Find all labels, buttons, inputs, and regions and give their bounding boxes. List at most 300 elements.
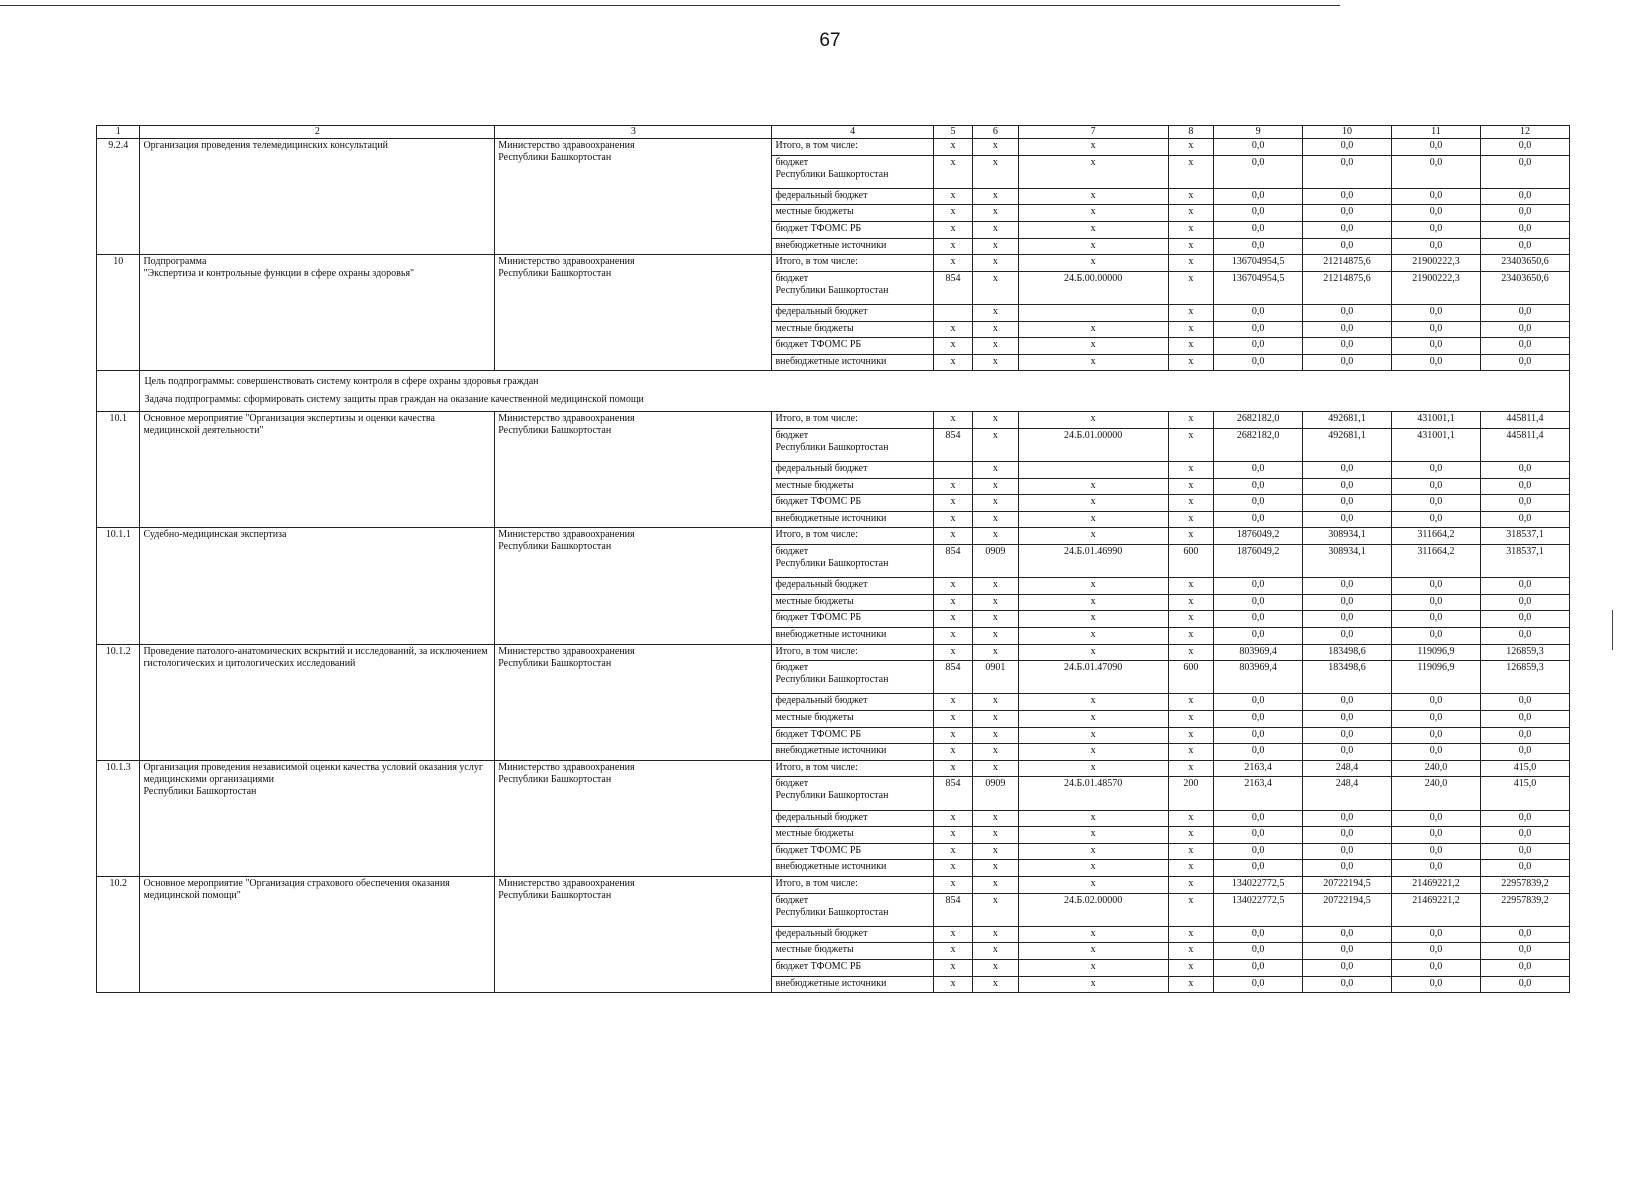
amount-year2-cell: 0,0 xyxy=(1392,139,1481,156)
funding-source-cell: бюджет ТФОМС РБ xyxy=(772,959,933,976)
target-article-cell: x xyxy=(1018,578,1168,595)
funding-source-cell: Итого, в том числе: xyxy=(772,644,933,661)
target-article-cell xyxy=(1018,462,1168,479)
target-article-cell: x xyxy=(1018,255,1168,272)
item-code-cell: 10.2 xyxy=(97,876,140,992)
amount-year2-cell: 0,0 xyxy=(1392,188,1481,205)
funding-source-cell: бюджет Республики Башкортостан xyxy=(772,545,933,578)
item-name-cell: Судебно-медицинская экспертиза xyxy=(140,528,495,644)
amount-year1-cell: 20722194,5 xyxy=(1303,893,1392,926)
expense-type-cell: x xyxy=(1168,893,1214,926)
grbs-code-cell: x xyxy=(933,155,972,188)
amount-year2-cell: 311664,2 xyxy=(1392,545,1481,578)
amount-year3-cell: 0,0 xyxy=(1480,511,1569,528)
funding-source-cell: внебюджетные источники xyxy=(772,354,933,371)
grbs-code-cell: x xyxy=(933,727,972,744)
amount-year1-cell: 248,4 xyxy=(1303,777,1392,810)
funding-source-cell: федеральный бюджет xyxy=(772,462,933,479)
amount-year1-cell: 0,0 xyxy=(1303,827,1392,844)
amount-year2-cell: 21469221,2 xyxy=(1392,876,1481,893)
target-article-cell: x xyxy=(1018,338,1168,355)
executor-cell: Министерство здравоохранения Республики Башкортостан xyxy=(495,139,772,255)
amount-total-cell: 0,0 xyxy=(1214,594,1303,611)
expense-type-cell: x xyxy=(1168,338,1214,355)
expense-type-cell: x xyxy=(1168,827,1214,844)
amount-year2-cell: 21900222,3 xyxy=(1392,271,1481,304)
amount-year2-cell: 0,0 xyxy=(1392,462,1481,479)
column-number-cell: 7 xyxy=(1018,126,1168,139)
expense-type-cell: x xyxy=(1168,760,1214,777)
grbs-code-cell: x xyxy=(933,255,972,272)
amount-year3-cell: 0,0 xyxy=(1480,495,1569,512)
amount-year3-cell: 318537,1 xyxy=(1480,528,1569,545)
amount-year2-cell: 0,0 xyxy=(1392,611,1481,628)
funding-source-cell: внебюджетные источники xyxy=(772,744,933,761)
section-code-cell: x xyxy=(973,412,1019,429)
amount-total-cell: 2163,4 xyxy=(1214,777,1303,810)
amount-year3-cell: 0,0 xyxy=(1480,943,1569,960)
amount-total-cell: 0,0 xyxy=(1214,860,1303,877)
amount-year1-cell: 21214875,6 xyxy=(1303,255,1392,272)
item-code-cell: 10.1 xyxy=(97,412,140,528)
subprogram-goal-text: Цель подпрограммы: совершенствовать систему контроля в сфере охраны здоровья граждан xyxy=(144,376,539,388)
grbs-code-cell: x xyxy=(933,827,972,844)
target-article-cell: x xyxy=(1018,221,1168,238)
amount-year1-cell: 308934,1 xyxy=(1303,545,1392,578)
grbs-code-cell: x xyxy=(933,694,972,711)
grbs-code-cell: 854 xyxy=(933,661,972,694)
amount-year2-cell: 0,0 xyxy=(1392,238,1481,255)
amount-year3-cell: 0,0 xyxy=(1480,139,1569,156)
amount-year1-cell: 0,0 xyxy=(1303,155,1392,188)
amount-total-cell: 0,0 xyxy=(1214,354,1303,371)
funding-source-cell: федеральный бюджет xyxy=(772,578,933,595)
expense-type-cell: x xyxy=(1168,155,1214,188)
expense-type-cell: x xyxy=(1168,495,1214,512)
grbs-code-cell: x xyxy=(933,628,972,645)
column-number-cell: 11 xyxy=(1392,126,1481,139)
amount-year2-cell: 0,0 xyxy=(1392,810,1481,827)
amount-total-cell: 0,0 xyxy=(1214,578,1303,595)
amount-year1-cell: 0,0 xyxy=(1303,221,1392,238)
amount-total-cell: 0,0 xyxy=(1214,959,1303,976)
section-code-cell: x xyxy=(973,155,1019,188)
funding-source-cell: внебюджетные источники xyxy=(772,860,933,877)
expense-type-cell: x xyxy=(1168,727,1214,744)
amount-year3-cell: 0,0 xyxy=(1480,711,1569,728)
amount-year1-cell: 21214875,6 xyxy=(1303,271,1392,304)
grbs-code-cell: x xyxy=(933,843,972,860)
item-code-cell: 10 xyxy=(97,255,140,371)
expense-type-cell: x xyxy=(1168,412,1214,429)
goal-empty-cell xyxy=(97,371,140,412)
amount-year3-cell: 0,0 xyxy=(1480,594,1569,611)
item-code-cell: 10.1.3 xyxy=(97,760,140,876)
target-article-cell: x xyxy=(1018,760,1168,777)
funding-source-cell: внебюджетные источники xyxy=(772,238,933,255)
amount-year3-cell: 126859,3 xyxy=(1480,644,1569,661)
amount-year2-cell: 0,0 xyxy=(1392,578,1481,595)
grbs-code-cell: x xyxy=(933,188,972,205)
amount-year2-cell: 0,0 xyxy=(1392,744,1481,761)
target-article-cell: x xyxy=(1018,478,1168,495)
amount-year1-cell: 0,0 xyxy=(1303,304,1392,321)
funding-source-cell: федеральный бюджет xyxy=(772,188,933,205)
amount-year1-cell: 0,0 xyxy=(1303,711,1392,728)
amount-year2-cell: 0,0 xyxy=(1392,478,1481,495)
funding-source-cell: внебюджетные источники xyxy=(772,976,933,993)
target-article-cell: x xyxy=(1018,943,1168,960)
target-article-cell: x xyxy=(1018,694,1168,711)
section-code-cell: x xyxy=(973,478,1019,495)
amount-total-cell: 0,0 xyxy=(1214,744,1303,761)
section-code-cell: x xyxy=(973,727,1019,744)
target-article-cell: x xyxy=(1018,205,1168,222)
amount-year3-cell: 445811,4 xyxy=(1480,428,1569,461)
target-article-cell xyxy=(1018,304,1168,321)
target-article-cell: x xyxy=(1018,926,1168,943)
grbs-code-cell: x xyxy=(933,860,972,877)
expense-type-cell: x xyxy=(1168,959,1214,976)
amount-year1-cell: 0,0 xyxy=(1303,611,1392,628)
amount-year1-cell: 0,0 xyxy=(1303,727,1392,744)
section-code-cell: x xyxy=(973,810,1019,827)
amount-year3-cell: 0,0 xyxy=(1480,843,1569,860)
target-article-cell: x xyxy=(1018,711,1168,728)
amount-total-cell: 0,0 xyxy=(1214,711,1303,728)
section-code-cell: x xyxy=(973,926,1019,943)
amount-total-cell: 0,0 xyxy=(1214,238,1303,255)
amount-year2-cell: 0,0 xyxy=(1392,511,1481,528)
grbs-code-cell: x xyxy=(933,926,972,943)
table-row xyxy=(97,528,1570,545)
amount-year2-cell: 0,0 xyxy=(1392,976,1481,993)
grbs-code-cell: x xyxy=(933,528,972,545)
expense-type-cell: x xyxy=(1168,711,1214,728)
expense-type-cell: x xyxy=(1168,943,1214,960)
target-article-cell: x xyxy=(1018,727,1168,744)
amount-year3-cell: 0,0 xyxy=(1480,959,1569,976)
amount-year1-cell: 308934,1 xyxy=(1303,528,1392,545)
funding-source-cell: внебюджетные источники xyxy=(772,628,933,645)
amount-year1-cell: 183498,6 xyxy=(1303,661,1392,694)
amount-total-cell: 0,0 xyxy=(1214,827,1303,844)
amount-year1-cell: 0,0 xyxy=(1303,976,1392,993)
amount-total-cell: 1876049,2 xyxy=(1214,545,1303,578)
amount-year2-cell: 0,0 xyxy=(1392,926,1481,943)
funding-source-cell: бюджет Республики Башкортостан xyxy=(772,777,933,810)
column-number-cell: 4 xyxy=(772,126,933,139)
funding-source-cell: местные бюджеты xyxy=(772,478,933,495)
grbs-code-cell xyxy=(933,462,972,479)
expense-type-cell: x xyxy=(1168,255,1214,272)
executor-cell: Министерство здравоохранения Республики Башкортостан xyxy=(495,528,772,644)
amount-year3-cell: 415,0 xyxy=(1480,777,1569,810)
expense-type-cell: x xyxy=(1168,354,1214,371)
amount-year1-cell: 0,0 xyxy=(1303,943,1392,960)
target-article-cell: x xyxy=(1018,744,1168,761)
amount-year1-cell: 0,0 xyxy=(1303,188,1392,205)
amount-year1-cell: 0,0 xyxy=(1303,354,1392,371)
column-number-cell: 2 xyxy=(140,126,495,139)
column-number-cell: 12 xyxy=(1480,126,1569,139)
target-article-cell: 24.Б.00.00000 xyxy=(1018,271,1168,304)
amount-year2-cell: 0,0 xyxy=(1392,338,1481,355)
section-code-cell: 0909 xyxy=(973,545,1019,578)
target-article-cell: x xyxy=(1018,511,1168,528)
funding-source-cell: бюджет ТФОМС РБ xyxy=(772,221,933,238)
expense-type-cell: 600 xyxy=(1168,661,1214,694)
grbs-code-cell: x xyxy=(933,943,972,960)
funding-source-cell: бюджет ТФОМС РБ xyxy=(772,727,933,744)
section-code-cell: 0909 xyxy=(973,777,1019,810)
executor-cell: Министерство здравоохранения Республики Башкортостан xyxy=(495,644,772,760)
expense-type-cell: x xyxy=(1168,428,1214,461)
section-code-cell: x xyxy=(973,578,1019,595)
funding-source-cell: Итого, в том числе: xyxy=(772,760,933,777)
amount-year3-cell: 0,0 xyxy=(1480,611,1569,628)
section-code-cell: x xyxy=(973,338,1019,355)
target-article-cell: 24.Б.01.47090 xyxy=(1018,661,1168,694)
table-row xyxy=(97,876,1570,893)
funding-source-cell: местные бюджеты xyxy=(772,205,933,222)
section-code-cell: 0901 xyxy=(973,661,1019,694)
amount-year3-cell: 22957839,2 xyxy=(1480,876,1569,893)
expense-type-cell: x xyxy=(1168,860,1214,877)
funding-source-cell: местные бюджеты xyxy=(772,321,933,338)
amount-year2-cell: 0,0 xyxy=(1392,221,1481,238)
executor-cell: Министерство здравоохранения Республики Башкортостан xyxy=(495,255,772,371)
target-article-cell: 24.Б.02.00000 xyxy=(1018,893,1168,926)
funding-source-cell: бюджет Республики Башкортостан xyxy=(772,661,933,694)
target-article-cell: x xyxy=(1018,876,1168,893)
expense-type-cell: x xyxy=(1168,810,1214,827)
amount-year3-cell: 0,0 xyxy=(1480,810,1569,827)
amount-year3-cell: 0,0 xyxy=(1480,155,1569,188)
amount-year1-cell: 0,0 xyxy=(1303,628,1392,645)
column-number-cell: 5 xyxy=(933,126,972,139)
amount-total-cell: 0,0 xyxy=(1214,304,1303,321)
target-article-cell: x xyxy=(1018,528,1168,545)
grbs-code-cell: 854 xyxy=(933,428,972,461)
amount-year1-cell: 492681,1 xyxy=(1303,428,1392,461)
column-number-cell: 10 xyxy=(1303,126,1392,139)
amount-total-cell: 2682182,0 xyxy=(1214,412,1303,429)
section-code-cell: x xyxy=(973,976,1019,993)
target-article-cell: x xyxy=(1018,959,1168,976)
expense-type-cell: x xyxy=(1168,462,1214,479)
section-code-cell: x xyxy=(973,694,1019,711)
amount-year1-cell: 0,0 xyxy=(1303,478,1392,495)
funding-source-cell: местные бюджеты xyxy=(772,711,933,728)
funding-source-cell: внебюджетные источники xyxy=(772,511,933,528)
amount-total-cell: 0,0 xyxy=(1214,495,1303,512)
amount-year1-cell: 0,0 xyxy=(1303,744,1392,761)
target-article-cell: 24.Б.01.48570 xyxy=(1018,777,1168,810)
amount-total-cell: 0,0 xyxy=(1214,611,1303,628)
expense-type-cell: 600 xyxy=(1168,545,1214,578)
section-code-cell: x xyxy=(973,304,1019,321)
expense-type-cell: x xyxy=(1168,644,1214,661)
amount-year2-cell: 0,0 xyxy=(1392,727,1481,744)
amount-year3-cell: 0,0 xyxy=(1480,976,1569,993)
subprogram-task-text: Задача подпрограммы: сформировать систему защиты прав граждан на оказание качественной медицинской помощи xyxy=(144,394,644,406)
amount-total-cell: 0,0 xyxy=(1214,511,1303,528)
section-code-cell: x xyxy=(973,462,1019,479)
grbs-code-cell: 854 xyxy=(933,271,972,304)
amount-year2-cell: 0,0 xyxy=(1392,827,1481,844)
amount-total-cell: 136704954,5 xyxy=(1214,255,1303,272)
amount-total-cell: 1876049,2 xyxy=(1214,528,1303,545)
grbs-code-cell: x xyxy=(933,139,972,156)
expense-type-cell: x xyxy=(1168,578,1214,595)
section-code-cell: x xyxy=(973,594,1019,611)
amount-total-cell: 0,0 xyxy=(1214,478,1303,495)
grbs-code-cell: x xyxy=(933,511,972,528)
item-name-cell: Проведение патолого-анатомических вскрытий и исследований, за исключением гистологических и цитологических исследований xyxy=(140,644,495,760)
grbs-code-cell: x xyxy=(933,321,972,338)
amount-total-cell: 2682182,0 xyxy=(1214,428,1303,461)
amount-year3-cell: 0,0 xyxy=(1480,462,1569,479)
section-code-cell: x xyxy=(973,943,1019,960)
amount-year1-cell: 0,0 xyxy=(1303,860,1392,877)
funding-source-cell: бюджет ТФОМС РБ xyxy=(772,843,933,860)
amount-total-cell: 0,0 xyxy=(1214,462,1303,479)
amount-year2-cell: 240,0 xyxy=(1392,777,1481,810)
executor-cell: Министерство здравоохранения Республики Башкортостан xyxy=(495,760,772,876)
expense-type-cell: x xyxy=(1168,205,1214,222)
grbs-code-cell: x xyxy=(933,711,972,728)
amount-year2-cell: 21469221,2 xyxy=(1392,893,1481,926)
item-code-cell: 10.1.1 xyxy=(97,528,140,644)
expense-type-cell: x xyxy=(1168,694,1214,711)
expense-type-cell: x xyxy=(1168,139,1214,156)
amount-year1-cell: 0,0 xyxy=(1303,238,1392,255)
expense-type-cell: x xyxy=(1168,628,1214,645)
amount-total-cell: 134022772,5 xyxy=(1214,893,1303,926)
funding-source-cell: Итого, в том числе: xyxy=(772,412,933,429)
target-article-cell: x xyxy=(1018,594,1168,611)
expense-type-cell: x xyxy=(1168,594,1214,611)
amount-total-cell: 0,0 xyxy=(1214,139,1303,156)
grbs-code-cell: x xyxy=(933,594,972,611)
section-code-cell: x xyxy=(973,644,1019,661)
target-article-cell: x xyxy=(1018,827,1168,844)
amount-year3-cell: 0,0 xyxy=(1480,727,1569,744)
expense-type-cell: x xyxy=(1168,611,1214,628)
section-code-cell: x xyxy=(973,628,1019,645)
grbs-code-cell: x xyxy=(933,338,972,355)
table-row xyxy=(97,760,1570,777)
expense-type-cell: x xyxy=(1168,976,1214,993)
grbs-code-cell: x xyxy=(933,959,972,976)
amount-year3-cell: 0,0 xyxy=(1480,238,1569,255)
grbs-code-cell: 854 xyxy=(933,545,972,578)
amount-year1-cell: 0,0 xyxy=(1303,578,1392,595)
program-funding-table xyxy=(96,125,1570,993)
grbs-code-cell: x xyxy=(933,744,972,761)
funding-source-cell: Итого, в том числе: xyxy=(772,528,933,545)
expense-type-cell: x xyxy=(1168,876,1214,893)
amount-year1-cell: 0,0 xyxy=(1303,959,1392,976)
amount-year2-cell: 0,0 xyxy=(1392,321,1481,338)
amount-year2-cell: 0,0 xyxy=(1392,594,1481,611)
amount-year3-cell: 445811,4 xyxy=(1480,412,1569,429)
table-row xyxy=(97,644,1570,661)
expense-type-cell: x xyxy=(1168,271,1214,304)
amount-year2-cell: 0,0 xyxy=(1392,155,1481,188)
section-code-cell: x xyxy=(973,354,1019,371)
top-border-line xyxy=(0,5,1340,6)
funding-source-cell: бюджет Республики Башкортостан xyxy=(772,893,933,926)
amount-year2-cell: 0,0 xyxy=(1392,959,1481,976)
amount-total-cell: 0,0 xyxy=(1214,694,1303,711)
amount-year1-cell: 0,0 xyxy=(1303,926,1392,943)
amount-year2-cell: 431001,1 xyxy=(1392,428,1481,461)
funding-source-cell: местные бюджеты xyxy=(772,827,933,844)
amount-year2-cell: 0,0 xyxy=(1392,843,1481,860)
amount-year3-cell: 318537,1 xyxy=(1480,545,1569,578)
grbs-code-cell: x xyxy=(933,238,972,255)
section-code-cell: x xyxy=(973,139,1019,156)
target-article-cell: x xyxy=(1018,611,1168,628)
funding-source-cell: федеральный бюджет xyxy=(772,810,933,827)
expense-type-cell: x xyxy=(1168,926,1214,943)
amount-year3-cell: 0,0 xyxy=(1480,338,1569,355)
amount-total-cell: 0,0 xyxy=(1214,205,1303,222)
section-code-cell: x xyxy=(973,843,1019,860)
amount-total-cell: 2163,4 xyxy=(1214,760,1303,777)
target-article-cell: x xyxy=(1018,155,1168,188)
column-number-cell: 9 xyxy=(1214,126,1303,139)
amount-total-cell: 0,0 xyxy=(1214,221,1303,238)
amount-year2-cell: 240,0 xyxy=(1392,760,1481,777)
item-name-cell: Основное мероприятие "Организация экспертизы и оценки качества медицинской деятельности" xyxy=(140,412,495,528)
amount-year3-cell: 0,0 xyxy=(1480,321,1569,338)
scan-artifact-mark xyxy=(1612,610,1613,650)
amount-year3-cell: 22957839,2 xyxy=(1480,893,1569,926)
column-number-cell: 8 xyxy=(1168,126,1214,139)
amount-year2-cell: 311664,2 xyxy=(1392,528,1481,545)
amount-year1-cell: 0,0 xyxy=(1303,205,1392,222)
amount-year2-cell: 119096,9 xyxy=(1392,661,1481,694)
amount-year3-cell: 0,0 xyxy=(1480,221,1569,238)
amount-year3-cell: 0,0 xyxy=(1480,205,1569,222)
expense-type-cell: 200 xyxy=(1168,777,1214,810)
section-code-cell: x xyxy=(973,321,1019,338)
column-number-cell: 3 xyxy=(495,126,772,139)
funding-source-cell: федеральный бюджет xyxy=(772,304,933,321)
amount-year3-cell: 0,0 xyxy=(1480,578,1569,595)
expense-type-cell: x xyxy=(1168,478,1214,495)
amount-year1-cell: 0,0 xyxy=(1303,139,1392,156)
amount-year3-cell: 0,0 xyxy=(1480,628,1569,645)
item-code-cell: 9.2.4 xyxy=(97,139,140,255)
amount-year1-cell: 0,0 xyxy=(1303,694,1392,711)
amount-year1-cell: 0,0 xyxy=(1303,321,1392,338)
grbs-code-cell: x xyxy=(933,205,972,222)
amount-year2-cell: 0,0 xyxy=(1392,711,1481,728)
table-row xyxy=(97,255,1570,272)
grbs-code-cell: 854 xyxy=(933,777,972,810)
amount-year1-cell: 0,0 xyxy=(1303,843,1392,860)
target-article-cell: x xyxy=(1018,810,1168,827)
amount-total-cell: 0,0 xyxy=(1214,628,1303,645)
column-number-header xyxy=(97,126,1570,139)
section-code-cell: x xyxy=(973,860,1019,877)
expense-type-cell: x xyxy=(1168,321,1214,338)
funding-source-cell: Итого, в том числе: xyxy=(772,876,933,893)
